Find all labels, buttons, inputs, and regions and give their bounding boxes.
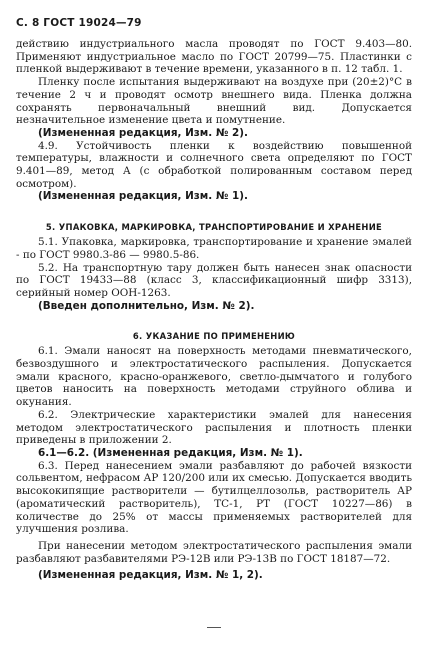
paragraph: 6.3. Перед нанесением эмали разбавляют до рабочей вязкости сольвентом, нефрасом АР 120/200 или их смесью. Допускается вводить высококипящие растворители — бутилцеллозольв, растворитель АР (ароматический растворитель), ТС-1, РТ (ГОСТ 10227—86) в количестве до 25% от массы применяемых растворителей для улучшения розлива. <box>16 459 412 536</box>
amendment-note: 6.1—6.2. (Измененная редакция, Изм. № 1). <box>38 446 303 459</box>
document-body <box>16 38 412 582</box>
section-heading: 6. УКАЗАНИЕ ПО ПРИМЕНЕНИЮ <box>132 331 296 342</box>
paragraph: Пленку после испытания выдерживают на воздухе при (20±2)°С в течение 2 ч и проводят осмотр внешнего вида. Пленка должна сохранять первоначальный внешний вид. Допускается незначительное изменение цвета и помутнение. <box>16 76 412 127</box>
amendment-note: (Измененная редакция, Изм. № 1). <box>38 190 248 203</box>
paragraph: 5.1. Упаковка, маркировка, транспортирование и хранение эмалей - по ГОСТ 9980.3-86 — 9980.5-86. <box>16 236 412 261</box>
amendment-note: (Измененная редакция, Изм. № 1, 2). <box>38 569 263 582</box>
paragraph: 5.2. На транспортную тару должен быть нанесен знак опасности по ГОСТ 19433—88 (класс 3, классификационный шифр 3313), серийный номер ООН-1263. <box>16 261 412 299</box>
paragraph: действию индустриального масла проводят по ГОСТ 9.403—80. Применяют индустриальное масло по ГОСТ 20799—75. Пластинки с пленкой выдерживают в течение времени, указанного в п. 12 табл. 1. <box>16 38 412 76</box>
section-heading: 5. УПАКОВКА, МАРКИРОВКА, ТРАНСПОРТИРОВАНИЕ И ХРАНЕНИЕ <box>45 222 383 233</box>
footer-mark <box>207 627 221 628</box>
paragraph: 6.2. Электрические характеристики эмалей для нанесения методом электростатического распыления и плотность пленки приведены в приложении 2. <box>16 408 412 447</box>
paragraph: При нанесении методом электростатического распыления эмали разбавляют разбавителями РЭ-12В или РЭ-13В по ГОСТ 18187—72. <box>16 539 412 565</box>
amendment-note: (Измененная редакция, Изм. № 2). <box>38 126 248 139</box>
page-header: С. 8 ГОСТ 19024—79 <box>16 17 142 29</box>
paragraph: 6.1. Эмали наносят на поверхность методами пневматического, безвоздушного и электростатического распыления. Допускается эмали красного, красно-оранжевого, светло-дымчатого и голубого цветов наносить на поверхность методами струйного облива и окунания. <box>16 345 412 409</box>
paragraph: 4.9. Устойчивость пленки к воздействию повышенной температуры, влажности и солнечного света определяют по ГОСТ 9.401—89, метод А (с обработкой полированным составом перед осмотром). <box>16 139 412 190</box>
amendment-note: (Введен дополнительно, Изм. № 2). <box>38 299 255 312</box>
